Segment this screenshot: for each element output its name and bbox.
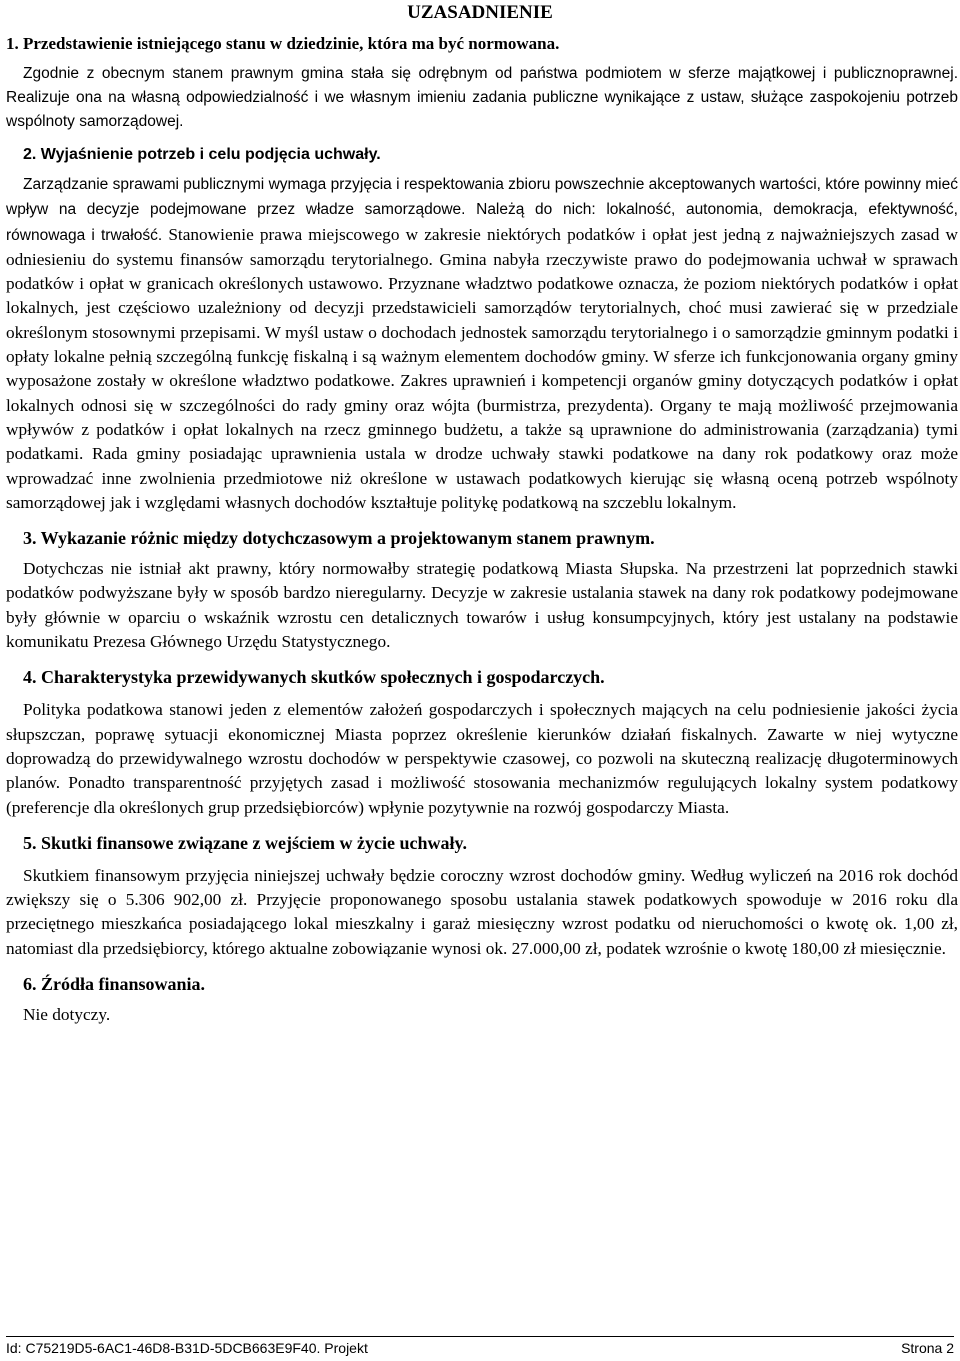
section-5-heading: 5. Skutki finansowe związane z wejściem w życie uchwały.	[23, 832, 467, 853]
section-1-heading: 1. Przedstawienie istniejącego stanu w dziedzinie, która ma być normowana.	[6, 34, 560, 53]
section-1-paragraph: Zgodnie z obecnym stanem prawnym gmina stała się odrębnym od państwa podmiotem w sferze majątkowej i publicznoprawnej. Realizuje ona na własną odpowiedzialność i we własnym imieniu zadania publiczne wynikające z ustaw, służące zaspokojeniu potrzeb wspólnoty samorządowej.	[6, 65, 958, 130]
section-6-paragraph: Nie dotyczy.	[23, 1005, 111, 1025]
section-5-paragraph: Skutkiem finansowym przyjęcia niniejszej uchwały będzie coroczny wzrost dochodów gminy. Według wyliczeń na 2016 rok dochód zwiększy się o 5.306 902,00 zł. Przyjęcie proponowanego sposobu ustalania stawek podatkowych spowoduje w 2016 roku dla przeciętnego mieszkańca posiadającego lokal mieszkalny i garaż miesięczny wzrost podatku od nieruchomości o kwotę ok. 1,00 zł, natomiast dla przedsiębiorcy, którego aktualne zobowiązanie wynosi ok. 27.000,00 zł, podatek wzrośnie o kwotę 180,00 zł miesięcznie.	[6, 865, 958, 958]
section-2-paragraph-part-2: Stanowienie prawa miejscowego w zakresie niektórych podatków i opłat jest jedną z najważniejszych zasad w odniesieniu do systemu finansów samorządu terytorialnego. Gmina nabyła rzeczywiste prawo do podejmowania uchwał w sprawach podatków i opłat w granicach określonych ustawowo. Przyznane władztwo podatkowe oznacza, że poziom niektórych podatków i opłat lokalnych, jest częściowo uzależniony od decyzji przedstawicieli samorządów terytorialnych, choć musi zawierać się w przedziale określonym stosownymi przepisami. W myśl ustaw o dochodach jednostek samorządu terytorialnego i o samorządzie gminnym podatki i opłaty lokalne pełnią szczególną funkcję fiskalną i są ważnym elementem dochodów gminy. W sferze ich funkcjonowania organy gminy wyposażone zostały w określone władztwo podatkowe. Zakres uprawnień i kompetencji organów gminy dotyczących podatków i opłat lokalnych odnosi się w szczególności do rady gminy oraz wójta (burmistrza, prezydenta). Organy te mają możliwość przejmowania wpływów z podatków i opłat lokalnych na rzecz gminnego budżetu, a także są uprawnione do administrowania (zarządzania) tymi podatkami. Rada gminy posiadając uprawnienia ustala w drodze uchwały stawki podatkowe na dany rok podatkowy oraz może wprowadzać inne zwolnienia przedmiotowe niż określone w ustawach podatkowych kierując się własną oceną potrzeb wspólnoty samorządowej jak i względami własnych dochodów kształtuje politykę podatkową na szczeblu lokalnym.	[6, 224, 958, 512]
document-id: Id: C75219D5-6AC1-46D8-B31D-5DCB663E9F40. Projekt	[6, 1340, 368, 1356]
section-2-paragraph	[6, 172, 958, 515]
section-3-heading: 3. Wykazanie różnic między dotychczasowym a projektowanym stanem prawnym.	[23, 528, 655, 549]
section-6-heading: 6. Źródła finansowania.	[23, 974, 206, 995]
page-number: Strona 2	[901, 1340, 954, 1356]
section-2-heading: 2. Wyjaśnienie potrzeb i celu podjęcia uchwały.	[23, 146, 381, 163]
section-4-paragraph: Polityka podatkowa stanowi jeden z elementów założeń gospodarczych i społecznych mających na celu podniesienie jakości życia słupszczan, poprawę sytuacji ekonomicznej Miasta poprzez określenie kierunków działań fiskalnych. Zawarte w niej wytyczne doprowadzą do przewidywalnego wzrostu dochodów w perspektywie czasowej, co pozwoli na skuteczną realizację długoterminowych planów. Ponadto transparentność przyjętych zasad i możliwość stosowania mechanizmów regulujących lokalny system podatkowy (preferencje dla określonych grup przedsiębiorców) wpłynie pozytywnie na rozwój gospodarczy Miasta.	[6, 700, 958, 817]
page-footer	[6, 1336, 954, 1357]
document-title: UZASADNIENIE	[407, 2, 553, 23]
section-2-paragraph-part-1: Zarządzanie sprawami publicznymi wymaga przyjęcia i respektowania zbioru powszechnie akceptowanych wartości, które powinny mieć wpływ na decyzje podejmowane przez władze samorządowe. Należą do nich: lokalność, autonomia, demokracja, efektywność, równowaga i trwałość.	[6, 176, 958, 244]
section-3-paragraph: Dotychczas nie istniał akt prawny, który normowałby strategię podatkową Miasta Słupska. Na przestrzeni lat poprzednich stawki podatków podwyższane były w sposób bardzo nieregularny. Decyzje w zakresie ustalania stawek na dany rok podatkowy podejmowane były głównie w oparciu o wskaźnik wzrostu cen detalicznych towarów i usług konsumpcyjnych, który jest ustalany na podstawie komunikatu Prezesa Głównego Urzędu Statystycznego.	[6, 559, 958, 652]
section-4-heading: 4. Charakterystyka przewidywanych skutków społecznych i gospodarczych.	[23, 667, 605, 688]
